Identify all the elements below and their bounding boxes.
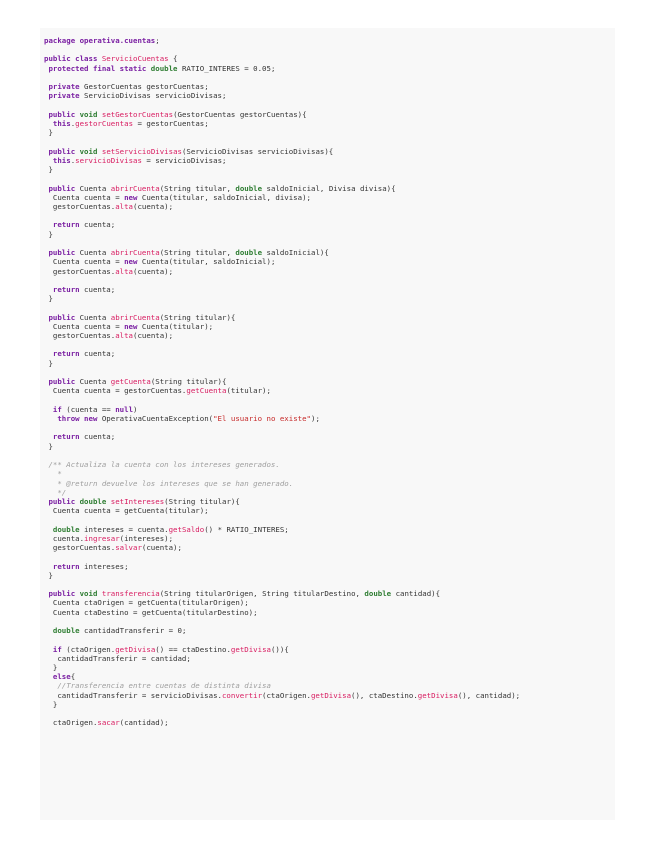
keyword-token: public: [48, 109, 76, 119]
code-token: ()){: [270, 644, 289, 654]
code-line: [44, 562, 129, 571]
method-token: transferencia: [101, 589, 160, 599]
code-token: cantidadTransferir = cantidad;: [44, 653, 191, 663]
code-line: [44, 257, 275, 266]
code-token: cuenta;: [79, 432, 116, 442]
type-token: double: [235, 183, 263, 193]
keyword-token: public: [48, 589, 76, 599]
code-line: [44, 663, 57, 672]
code-token: [44, 681, 57, 690]
code-line: [44, 469, 62, 478]
code-token: [44, 119, 53, 128]
code-line: [44, 184, 396, 193]
code-token: [44, 469, 57, 478]
code-line: [44, 202, 173, 211]
code-line: [44, 156, 226, 165]
code-line: [44, 331, 173, 340]
code-token: (cantidad);: [119, 718, 169, 728]
code-token: (String titular){: [159, 312, 236, 322]
method-token: getSaldo: [168, 524, 205, 534]
method-token: gestorCuentas: [75, 118, 134, 128]
code-line: [44, 54, 178, 63]
code-token: Cuenta: [75, 248, 111, 258]
code-token: (String titular,: [159, 248, 236, 258]
code-token: ServicioDivisas servicioDivisas;: [79, 91, 227, 101]
keyword-token: else: [52, 672, 71, 682]
method-token: getDivisa: [230, 644, 271, 654]
type-token: double: [364, 589, 392, 599]
code-token: (cuenta);: [133, 201, 174, 211]
type-token: void: [79, 109, 98, 119]
code-line: [44, 322, 213, 331]
keyword-token: this: [52, 118, 71, 128]
code-token: cuenta;: [79, 284, 116, 294]
keyword-token: new: [124, 192, 138, 202]
code-line: [44, 718, 169, 727]
method-token: salvar: [115, 543, 142, 553]
code-line: [44, 488, 66, 497]
code-line: [44, 119, 209, 128]
method-token: alta: [115, 266, 134, 276]
comment-token: /** Actualiza la cuenta con los intereses generados.: [48, 460, 280, 470]
code-token: }: [44, 699, 58, 709]
code-token: [44, 525, 53, 534]
code-token: Cuenta cuenta =: [44, 257, 125, 267]
code-line: [44, 36, 160, 45]
code-line: [44, 82, 209, 91]
code-line: [44, 313, 235, 322]
code-token: Cuenta: [75, 377, 111, 387]
code-token: (intereses);: [119, 533, 174, 543]
code-token: [44, 156, 53, 165]
code-token: [44, 562, 53, 571]
code-line: [44, 110, 307, 119]
code-token: Cuenta cuenta =: [44, 192, 125, 202]
code-token: [44, 285, 53, 294]
code-token: (titular);: [226, 386, 271, 396]
code-token: }: [44, 229, 53, 239]
code-token: (String titularOrigen, String titularDestino,: [159, 589, 365, 599]
code-token: = servicioDivisas;: [141, 155, 227, 165]
keyword-token: return: [52, 432, 80, 442]
type-token: void: [79, 146, 98, 156]
code-token: saldoInicial, Divisa divisa){: [262, 183, 396, 193]
comment-token: *: [57, 469, 62, 479]
method-token: abrirCuenta: [110, 248, 160, 258]
code-line: [44, 432, 115, 441]
method-token: getDivisa: [115, 644, 156, 654]
code-token: [44, 405, 53, 414]
code-token: cuenta.: [44, 533, 85, 543]
code-token: cantidadTransferir = servicioDivisas.: [44, 690, 222, 700]
code-token: Cuenta cuenta = gestorCuentas.: [44, 386, 187, 396]
code-token: }: [44, 662, 58, 672]
keyword-token: null: [115, 404, 134, 414]
code-token: .: [70, 118, 76, 128]
code-line: [44, 128, 53, 137]
code-token: (cuenta);: [133, 266, 174, 276]
code-token: }: [44, 165, 53, 175]
code-token: ;: [155, 36, 160, 45]
code-token: .: [70, 155, 76, 165]
code-token: {: [70, 672, 76, 682]
code-listing: [40, 28, 615, 820]
code-token: Cuenta ctaDestino = getCuenta(titularDestino);: [44, 607, 258, 617]
code-token: (String titular,: [159, 183, 236, 193]
code-line: [44, 91, 226, 100]
code-token: ): [133, 404, 138, 414]
code-token: [44, 414, 57, 423]
code-line: [44, 294, 53, 303]
code-line: [44, 193, 311, 202]
keyword-token: return: [52, 284, 80, 294]
code-token: [44, 479, 57, 488]
code-line: [44, 571, 53, 580]
type-token: double: [79, 497, 107, 506]
method-token: abrirCuenta: [110, 183, 160, 193]
code-line: [44, 525, 289, 534]
code-token: = gestorCuentas;: [133, 118, 209, 128]
code-token: Cuenta cuenta =: [44, 321, 125, 331]
code-token: (String titular){: [150, 377, 227, 387]
code-line: [44, 386, 271, 395]
method-token: sacar: [97, 718, 120, 728]
code-line: [44, 285, 115, 294]
code-token: (cuenta);: [133, 331, 174, 341]
keyword-token: private: [48, 82, 80, 92]
code-token: (cuenta);: [141, 543, 182, 553]
code-token: [44, 672, 53, 681]
method-token: abrirCuenta: [110, 312, 160, 322]
keyword-token: this: [52, 155, 71, 165]
method-token: setServicioDivisas: [101, 146, 182, 156]
keyword-token: public: [48, 312, 76, 322]
type-token: double: [52, 524, 80, 534]
code-token: Cuenta(titular, saldoInicial);: [137, 257, 276, 267]
code-token: [44, 626, 53, 635]
keyword-token: public: [48, 146, 76, 156]
keyword-token: public: [48, 377, 76, 387]
method-token: convertir: [221, 690, 263, 700]
keyword-token: if: [52, 644, 62, 654]
code-token: }: [44, 294, 53, 304]
code-token: }: [44, 441, 53, 451]
code-line: [44, 442, 53, 451]
code-line: [44, 414, 320, 423]
type-token: double: [52, 626, 80, 636]
method-token: alta: [115, 201, 134, 211]
code-token: RATIO_INTERES = 0.05;: [177, 63, 276, 73]
comment-token: //Transferencia entre cuentas de distinta divisa: [57, 681, 271, 691]
comment-token: * @return devuelve los intereses que se han generado.: [57, 478, 294, 488]
keyword-token: throw new: [57, 414, 98, 424]
code-token: (cuenta ==: [61, 404, 116, 414]
code-token: cuenta;: [79, 220, 116, 230]
keyword-token: return: [52, 561, 80, 571]
code-line: [44, 497, 240, 506]
keyword-token: if: [52, 404, 62, 414]
keyword-token: new: [124, 257, 138, 267]
code-line: [44, 506, 209, 515]
method-token: setIntereses: [110, 497, 165, 506]
code-token: Cuenta(titular, saldoInicial, divisa);: [137, 192, 311, 202]
code-token: [44, 645, 53, 654]
code-line: [44, 377, 226, 386]
code-token: cuenta;: [79, 349, 116, 359]
keyword-token: public: [48, 248, 76, 258]
code-line: [44, 479, 293, 488]
code-token: [44, 349, 53, 358]
code-token: OperativaCuentaException(: [97, 414, 214, 424]
code-line: [44, 598, 249, 607]
keyword-token: public: [48, 183, 76, 193]
method-token: getDivisa: [310, 690, 352, 700]
code-line: [44, 626, 186, 635]
code-line: [44, 147, 333, 156]
method-token: servicioDivisas: [75, 155, 142, 165]
code-token: cantidadTransferir = 0;: [79, 626, 187, 636]
keyword-token: protected final static: [48, 63, 147, 73]
code-token: {: [168, 54, 178, 64]
code-token: Cuenta: [75, 312, 111, 322]
keyword-token: public class: [44, 54, 98, 64]
code-line: [44, 220, 115, 229]
code-line: [44, 608, 258, 617]
code-token: intereses;: [79, 561, 129, 571]
code-token: [44, 432, 53, 441]
keyword-token: return: [52, 220, 80, 230]
code-token: () == ctaDestino.: [155, 644, 231, 654]
code-token: Cuenta ctaOrigen = getCuenta(titularOrigen);: [44, 598, 249, 608]
string-token: "El usuario no existe": [213, 414, 311, 424]
keyword-token: private: [48, 91, 80, 101]
code-line: [44, 589, 440, 598]
keyword-token: new: [124, 321, 138, 331]
code-token: Cuenta: [75, 183, 111, 193]
code-token: }: [44, 128, 53, 138]
code-line: [44, 654, 191, 663]
method-token: getCuenta: [186, 386, 227, 396]
method-token: getCuenta: [110, 377, 151, 387]
code-token: saldoInicial){: [262, 248, 329, 258]
code-token: gestorCuentas.: [44, 331, 116, 341]
code-token: }: [44, 570, 53, 580]
code-token: () * RATIO_INTERES;: [204, 524, 289, 534]
method-token: ServicioCuentas: [101, 54, 169, 64]
code-token: (ctaOrigen.: [61, 644, 116, 654]
code-line: [44, 267, 173, 276]
type-token: double: [150, 63, 178, 73]
code-token: GestorCuentas gestorCuentas;: [79, 82, 209, 92]
code-token: Cuenta cuenta = getCuenta(titular);: [44, 506, 209, 516]
code-line: [44, 248, 329, 257]
code-line: [44, 349, 115, 358]
code-token: cantidad){: [391, 589, 441, 599]
code-line: [44, 64, 275, 73]
code-token: (String titular){: [164, 497, 240, 506]
code-line: [44, 700, 57, 709]
code-token: Cuenta(titular);: [137, 321, 214, 331]
code-token: [44, 220, 53, 229]
type-token: double: [235, 248, 263, 258]
code-token: intereses = cuenta.: [79, 524, 169, 534]
code-token: (ctaOrigen.: [262, 690, 311, 700]
code-token: (), ctaDestino.: [351, 690, 418, 700]
keyword-token: public: [48, 497, 76, 506]
comment-token: */: [57, 487, 67, 497]
method-token: ingresar: [84, 533, 120, 543]
keyword-token: package: [44, 36, 76, 45]
code-token: }: [44, 358, 53, 368]
code-token: (ServicioDivisas servicioDivisas){: [181, 146, 334, 156]
code-token: (GestorCuentas gestorCuentas){: [173, 109, 307, 119]
code-line: [44, 543, 182, 552]
code-token: ctaOrigen.: [44, 718, 98, 728]
code-line: [44, 405, 137, 414]
code-token: [44, 488, 57, 497]
code-token: gestorCuentas.: [44, 543, 116, 553]
code-token: (), cantidad);: [457, 690, 521, 700]
type-token: void: [79, 589, 98, 599]
keyword-token: operativa.cuentas: [79, 36, 156, 45]
code-line: [44, 691, 520, 700]
keyword-token: return: [52, 349, 80, 359]
method-token: getDivisa: [417, 690, 458, 700]
code-token: gestorCuentas.: [44, 266, 116, 276]
code-line: [44, 460, 280, 469]
code-line: [44, 534, 173, 543]
code-token: gestorCuentas.: [44, 201, 116, 211]
code-line: [44, 230, 53, 239]
code-line: [44, 645, 289, 654]
code-line: [44, 359, 53, 368]
code-line: [44, 165, 53, 174]
code-token: );: [311, 414, 320, 424]
method-token: setGestorCuentas: [101, 109, 174, 119]
code-line: [44, 681, 271, 690]
code-line: [44, 672, 75, 681]
method-token: alta: [115, 331, 134, 341]
